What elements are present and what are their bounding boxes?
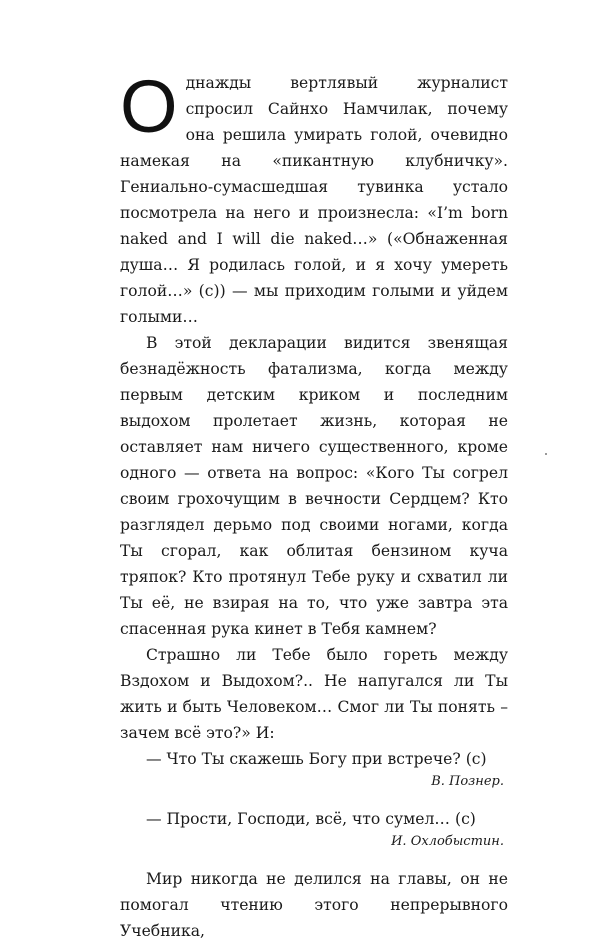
print-speck [545, 453, 547, 455]
quote-1-author: В. Познер. [431, 774, 504, 789]
paragraph-3: Страшно ли Тебе было гореть между Вздохом и Выдохом?.. Не напугался ли Ты жить и быть Человеком… Смог ли Ты понять – зачем всё это?» И: [120, 646, 508, 742]
spacer [120, 792, 508, 806]
quote-2-text: — Прости, Господи, всё, что сумел… (с) [146, 810, 476, 828]
intro-text: днажды вертлявый журналист спросил Сайнхо Намчилак, почему она решила умирать голой, очевидно намекая на «пикантную клубничку». Гениально-сумасшедшая тувинка устало посмотрела на него и произнесла: «I’m born naked and I will die naked…» («Обнаженная душа… Я родилась голой, и я хочу умереть голой…» (с)) — мы приходим голыми и уйдем голыми… [120, 74, 508, 326]
quote-2-author: И. Охлобыстин. [391, 834, 504, 849]
quote-1-text: — Что Ты скажешь Богу при встрече? (с) [146, 750, 487, 768]
paragraph-4: Мир никогда не делился на главы, он не помогал чтению этого непрерывного Учебника, [120, 870, 508, 940]
page-text [120, 65, 508, 944]
intro-paragraph [120, 65, 508, 330]
paragraph-2: В этой декларации видится звенящая безнадёжность фатализма, когда между первым детским криком и последним выдохом пролетает жизнь, которая не оставляет нам ничего существенного, кроме одного — ответа на вопрос: «Кого Ты согрел своим грохочущим в вечности Сердцем? Кто разглядел дерьмо под своими ногами, когда Ты сгорал, как облитая бензином куча тряпок? Кто протянул Тебе руку и схватил ли Ты её, не взирая на то, что уже завтра эта спасенная рука кинет в Тебя камнем? [120, 334, 508, 638]
drop-cap: О [120, 65, 178, 148]
spacer [120, 852, 508, 866]
